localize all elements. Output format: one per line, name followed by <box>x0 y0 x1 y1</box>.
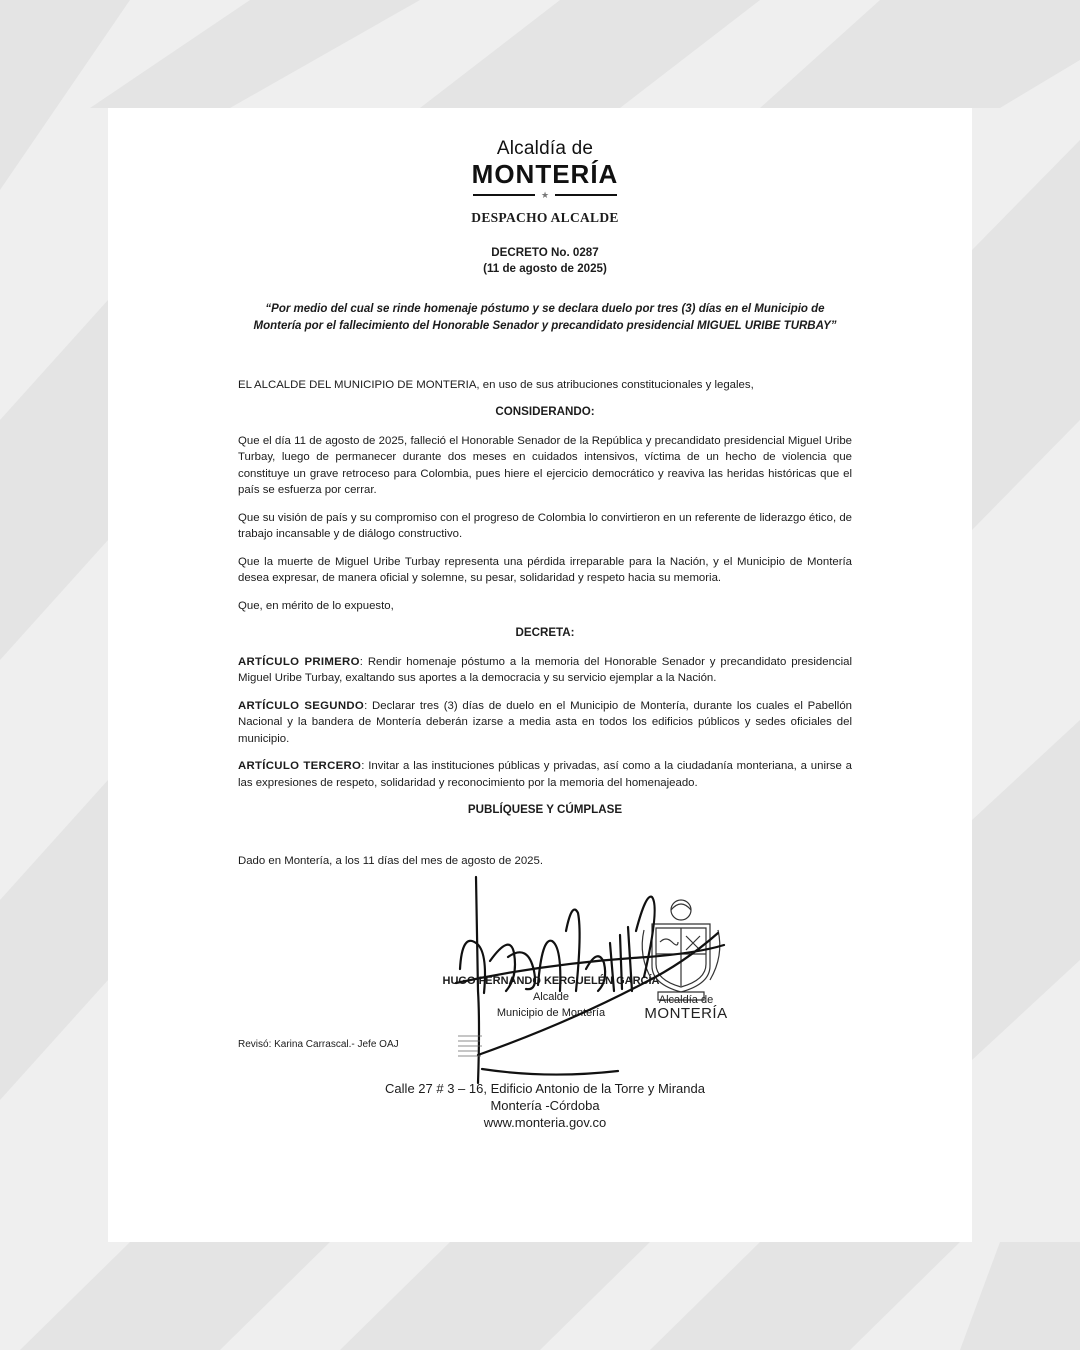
decreta-heading: DECRETA: <box>515 626 575 639</box>
article-title: ARTÍCULO TERCERO <box>238 760 362 772</box>
footer-website: www.monteria.gov.co <box>483 1115 607 1130</box>
seal-line2: MONTERÍA <box>644 1005 728 1022</box>
dado-line: Dado en Montería, a los 11 días del mes de agosto de 2025. <box>238 854 544 867</box>
logo-line-left <box>473 194 535 196</box>
decree-subject: “Por medio del cual se rinde homenaje póstumo y se declara duelo por tres (3) días en el Municipio de Montería por el fallecimiento del Honorable Senador y precandidato presidencial MIGUEL URIBE TURBAY” <box>253 302 837 332</box>
article-tercero <box>238 758 852 791</box>
revision-note: Revisó: Karina Carrascal.- Jefe OAJ <box>238 1039 399 1050</box>
article-text: : Invitar a las instituciones públicas y privadas, así como a la ciudadanía monteriana, a unirse a las expresiones de respeto, solidaridad y reconocimiento por la memoria del homenajeado. <box>238 760 853 789</box>
small-stamp <box>456 1032 486 1060</box>
article-text: : Declarar tres (3) días de duelo en el Municipio de Montería, durante los cuales el Pabellón Nacional y la bandera de Montería deberán izarse a media asta en todos los edificios públicos y sedes oficiales del municipio. <box>238 699 853 745</box>
decree-document <box>238 138 853 1130</box>
seal-logo-text <box>636 994 736 1020</box>
footer-address: Calle 27 # 3 – 16, Edificio Antonio de la Torre y Miranda <box>385 1081 705 1096</box>
publish-statement: PUBLÍQUESE Y CÚMPLASE <box>467 803 623 816</box>
logo-line-right <box>555 194 617 196</box>
office-title: DESPACHO ALCALDE <box>471 210 619 225</box>
article-text: : Rendir homenaje póstumo a la memoria del Honorable Senador y precandidato presidencial Miguel Uribe Turbay, exaltando sus aportes a la democracia y su servicio ejemplar a la Nación. <box>238 655 852 684</box>
logo-main-text: MONTERÍA <box>471 159 619 189</box>
decree-header <box>238 245 852 277</box>
decree-date: (11 de agosto de 2025) <box>483 261 607 275</box>
article-title: ARTÍCULO SEGUNDO <box>238 699 365 712</box>
considerando-heading: CONSIDERANDO: <box>495 405 595 418</box>
signer-title: Alcalde <box>532 991 570 1003</box>
logo-rule <box>238 190 852 200</box>
star-icon: ★ <box>540 190 550 200</box>
logo-top-text: Alcaldía de <box>496 138 594 159</box>
article-segundo <box>238 698 852 748</box>
considerando-paragraph: Que, en mérito de lo expuesto, <box>238 599 394 612</box>
intro-paragraph: EL ALCALDE DEL MUNICIPIO DE MONTERIA, en uso de sus atribuciones constitucionales y legales, <box>238 378 754 391</box>
seal-line1: Alcaldía de <box>658 994 714 1006</box>
footer-address-block <box>238 1080 852 1131</box>
article-title: ARTÍCULO PRIMERO <box>238 655 360 668</box>
alcaldia-logo <box>238 138 852 200</box>
article-primero <box>238 654 852 687</box>
decree-number: DECRETO No. 0287 <box>491 245 599 259</box>
considerando-paragraph: Que la muerte de Miguel Uribe Turbay representa una pérdida irreparable para la Nación, y el Municipio de Montería desea expresar, de manera oficial y solemne, su pesar, solidaridad y respeto hacia su memoria. <box>238 555 852 584</box>
signer-name: HUGO FERNANDO KERGUELÉN GARCÍA <box>442 975 660 987</box>
footer-city: Montería -Córdoba <box>490 1098 600 1113</box>
considerando-paragraph: Que su visión de país y su compromiso con el progreso de Colombia lo convirtieron en un referente de liderazgo ético, de trabajo incansable y de diálogo constructivo. <box>238 511 852 540</box>
signer-entity: Municipio de Montería <box>496 1007 606 1019</box>
considerando-paragraph: Que el día 11 de agosto de 2025, falleció el Honorable Senador de la República y precandidato presidencial Miguel Uribe Turbay, luego de permanecer durante dos meses en cuidados intensivos, víctima de un hecho de violencia que constituye un grave retroceso para Colombia, pues hiere el ejercicio democrático y reaviva las heridas históricas que el país se esfuerza por cerrar. <box>238 434 852 496</box>
